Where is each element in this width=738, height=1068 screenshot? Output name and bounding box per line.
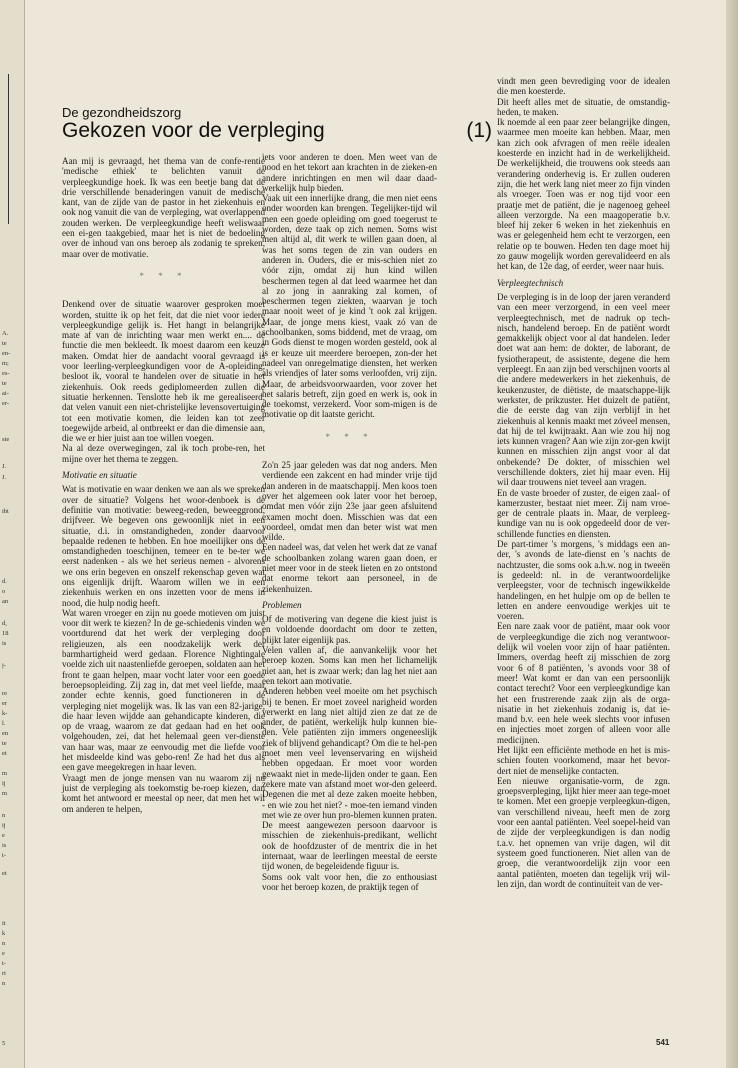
page-binding-edge [726, 0, 738, 1068]
margin-fragment: n [2, 980, 6, 987]
subheading: Motivatie en situatie [62, 470, 137, 481]
margin-fragment: e [2, 832, 5, 839]
margin-fragment: te [2, 340, 7, 347]
text-column-1 [62, 156, 265, 814]
paragraph: iets voor anderen te doen. Men weet van de nood en het tekort aan krachten in de zieken-en andere inrichtingen en men wil daar daad-werkelijk hulp bieden. [262, 152, 437, 193]
margin-fragment: A. [2, 330, 9, 337]
margin-fragment: m [2, 790, 8, 797]
margin-fragment: n [2, 812, 6, 819]
paragraph: Wat is motivatie en waar denken we aan als we spreken over de situatie? Volgens het woor-denboek is de definitie van motivatie: beweeg-reden, beweeggrond, drijfveer. We begeven ons gewoonlijk niet in een situatie, d.i. in omstandigheden, zonder daarvoor bepaalde redenen te hebben. En hoe moeilijker ons de omstandigheden toeschijnen, temeer en te be-ter we eerst nadenken - als we het serieus nemen - alvorens we ons erin begeven en onszelf rekenschap geven wat ons eigenlijk drijft. Waarom willen we in een ziekenhuis werken en ons inzetten voor de mens in nood, die hulp nodig heeft. [62, 484, 265, 608]
paragraph: Of de motivering van degene die kiest juist is en voldoende doordacht om door te zetten, blijkt later eigenlijk pas. [262, 614, 437, 645]
margin-fragment: ij [2, 822, 6, 829]
margin-fragment: ij [2, 780, 6, 787]
article-part-number: (1) [466, 119, 492, 142]
margin-fragment: l. [2, 720, 6, 727]
paragraph: Aan mij is gevraagd, het thema van de confe-rentie 'medische ethiek' te belichten vanuit de verpleegkundige hoek. Ik was een beetje bang dat de drie verschillende benaderingen vanuit de medische kant, van de zijde van de pastor in het ziekenhuis en ook nog vanuit die van de verpleging, wat overlappend zouden werken. De verpleegkundige heeft weliswaar een ei-gen taakgebied, maar het is niet de bedoeling over de inhoud van ons beroep als zodanig te spreken, maar over de motivatie. [62, 156, 265, 259]
margin-fragment: n [2, 940, 6, 947]
paragraph: Vraagt men de jonge mensen van nu waarom zij nu juist de verpleging als toekomstig be-roep kiezen, dan komt het antwoord er meestal op neer, dat men het wil om anderen te helpen, [62, 772, 265, 814]
margin-fragment: ai- [2, 390, 9, 397]
margin-fragment: en- [2, 350, 11, 357]
section-divider: * * * [325, 431, 374, 442]
paragraph: De part-timer 's morgens, 's middags een an-der, 's avonds de late-dienst en 's nachts de nachtzuster, die soms ook a.h.w. nog in tweeën is gedeeld: nl. in de verantwoordelijke verpleegster, voor de technisch ingewikkelde handelingen, en het hulpje om op de bellen te letten en andere eenvoudige werkjes uit te voeren. [497, 539, 670, 622]
paragraph: Velen vallen af, die aanvankelijk voor het beroep kozen. Soms kan men het lichamelijk niet aan, het is zwaar werk; dan lag het niet aan een tekort aan motivatie. [262, 645, 437, 686]
paragraph: Wat waren vroeger en zijn nu goede motieven om juist voor dit werk te kiezen? In de ge-schiedenis vinden we voortdurend dat het werk der verpleging door religieuzen, als een noodzakelijk werk der barmhartigheid werd gedaan. Florence Nightingale voelde zich uit naastenliefde geroepen, soldaten aan het front te gaan helpen, maar vocht later voor een goede beroepsopleiding. Zij zag in, dat met veel liefde, maar zonder echte kennis, goed functioneren in de verpleging niet mogelijk was. Ik las van een 82-jarige, die haar leven wijdde aan gehandicapte kinderen, die op de vraag, waarom ze dat gedaan had en het ook volgehouden, zei, dat het helemaal geen ver-dienste van haar was, maar ze eenvoudig met die liefde voor het misdeelde kind was gebo-ren! Ze had het dus als een gave meegekregen in haar leven. [62, 607, 265, 773]
margin-fragment: o [2, 588, 6, 595]
margin-fragment: k [2, 930, 6, 937]
margin-fragment: an [2, 598, 9, 605]
margin-fragment: ste [2, 436, 10, 443]
margin-fragment: et [2, 750, 7, 757]
paragraph: Vaak uit een innerlijke drang, die men niet eens onder woorden kan brengen. Tegelijker-tijd wil men een goede opleiding om goed toegerust te worden, deze taak op zich nemen. Soms wist men altijd al, dit werk te willen gaan doen, al was het soms tegen de zin van ouders en anderen in. Ouders, die er mis-schien niet zo vóór zijn, omdat zij hun kind willen beschermen tegen al dat leed waarmee het dan al zo jong in aanraking zal komen, of beschermen tegen ziekten, waarvan je toch maar nooit weet of je kind 't ook zal krijgen. Maar, de jonge mens kiest, vaak zó van de schoolbanken, soms biddend, met de vraag, om in Gods dienst te mogen worden gesteld, ook al is er keuze uit meerdere beroepen, zon-der het nadeel van onregelmatige diensten, het werken als vriendjes of later soms verloofden, vrij zijn. Maar, de arbeidsvoorwaarden, voor zover het het salaris betreft, zijn goed en werk is, ook in de toekomst, verzekerd. Voor som-migen is de motivatie op dit laatste gericht. [262, 193, 437, 420]
article-title-text: Gekozen voor de verpleging [62, 119, 325, 142]
text-column-3 [497, 76, 670, 889]
margin-fragment: it [2, 920, 6, 927]
margin-fragment: d. [2, 578, 7, 585]
section-divider: * * * [139, 270, 188, 281]
paragraph: Soms ook valt voor hen, die zo enthousiast voor het beroep kozen, de praktijk tegen of [262, 871, 437, 892]
margin-fragment: es- [2, 370, 10, 377]
paragraph: Een nadeel was, dat velen het werk dat ze vanaf de schoolbanken zolang waren gaan doen, er niet meer voor in de steek lieten en zo ontstond dat enorme tekort aan personeel, in de ziekenhuizen. [262, 542, 437, 594]
margin-fragment: et [2, 870, 7, 877]
margin-fragment: en [2, 730, 9, 737]
margin-fragment: is [2, 842, 7, 849]
margin-fragment: J. [2, 474, 7, 481]
paragraph: vindt men geen bevrediging voor de idealen die men koesterde. [497, 76, 670, 97]
paragraph: Een nieuwe organisatie-vorm, de zgn. groepsverpleging, lijkt hier meer aan tege-moet te komen. Met een groepje verpleegkun-digen, van verschillend niveau, heeft men de zorg voor een aantal patiënten. Veel soepel-heid van de zijde der verpleegkundigen is dan nodig t.a.v. het opnemen van vrije dagen, wil dit systeem goed functioneren. Niet allen van de groep, die verantwoordelijk zijn voor een aantal patiënten, moeten dan tegelijk vrij wil-len zijn, dan wordt de continuïteit van de ver- [497, 775, 670, 889]
margin-fragment: d, [2, 620, 7, 627]
margin-fragment: k- [2, 710, 8, 717]
section-heading: De gezondheidszorg [62, 105, 182, 120]
paragraph: Een nare zaak voor de patiënt, maar ook voor de verpleegkundige die zich nog verantwoor-delijk wil voelen voor zijn of haar patiënten. Immers, overdag heeft zij misschien de zorg voor 6 of 8 patiënten, 's avonds voor 38 of meer! Wat komt er dan van een persoonlijk contact terecht? Voor een verpleegkundige kan het een frustrerende zaak zijn als de orga-nisatie in het ziekenhuis zodanig is, dat ie-mand b.v. een hele week slechts voor infusen en injecties moet zorgen of alleen voor alle medicijnen. [497, 621, 670, 745]
margin-rule [0, 74, 9, 224]
margin-fragment: er- [2, 400, 10, 407]
margin-fragment: ibt [2, 508, 9, 515]
margin-fragment: j- [2, 662, 6, 669]
paragraph: Zo'n 25 jaar geleden was dat nog anders. Men verdiende een zakcent en had minder vrije tijd dan anderen in de maatschappij. Men koos toen over het algemeen ook later voor het beroep, omdat men vóór zijn 23e jaar geen afsluitend examen mocht doen. Misschien was dat een voordeel, omdat men dan beter wist wat men wilde. [262, 460, 437, 543]
margin-fragment: m; [2, 360, 9, 367]
margin-fragment: 5 [2, 1040, 6, 1047]
paragraph: En de vaste broeder of zuster, de eigen zaal- of kamerzuster, bestaat niet meer. Zij nam vroe-ger de centrale plaats in. Maar, de verpleeg-kundige van nu is ook opgedeeld door de ver-schillende functies en diensten. [497, 487, 670, 539]
paragraph: De verpleging is in de loop der jaren veranderd van een meer verzorgend, in een veel meer verpleegtechnisch, met de nadruk op tech-nisch, handelend beroep. En de patiënt wordt gemakkelijk object voor al dat handelen. Ieder doet wat aan hem: de dokter, de laborant, de fysiotherapeut, de assistente, degene die hem verpleegt. En aan zijn bed verschijnen voorts al die andere medewerkers in het ziekenhuis, de keukenzuster, de diëtiste, de maatschappe-lijk werkster, de prikzuster. Het duizelt de patiënt, die de eerste dag van zijn verblijf in het ziekenhuis al kennis maakt met zóveel mensen, dat hij de tel kwijtraakt. Aan wie zou hij nog iets kunnen vragen? Aan wie zijn zor-gen kwijt kunnen en misschien zijn angst voor al dat onbekende? De dokter, of misschien wel verschillende dokters, ziet hij maar even. Hij wil daar trouwens niet teveel aan vragen. [497, 291, 670, 488]
article-title [62, 119, 492, 143]
margin-fragment: te [2, 740, 7, 747]
paragraph: Anderen hebben veel moeite om het psychisch bij te benen. Er moet zoveel narigheid worden verwerkt en lang niet altijd zien ze dat ze de ander, de patiënt, werkelijk hulp kunnen bie-den. Vele patiënten zijn immers ongeneeslijk ziek of blijvend gehandicapt? Om die te hel-pen moet men veel levenservaring en wijsheid hebben opgedaan. Er moet voor worden gewaakt niet in mede-lijden onder te gaan. Een zekere mate van afstand moet wor-den geleerd. Degenen die met al deze zaken moeite hebben, - en wie zou het niet? - moe-ten iemand vinden met wie ze over hun pro-blemen kunnen praten. De meest aangewezen persoon daarvoor is misschien de ziekenhuis-predikant, wellicht ook de hoofdzuster of de mentrix die in het internaat, waar de leerlingen meestal de eerste tijd wonen, de begeleidende figuur is. [262, 686, 437, 872]
margin-fragment: re [2, 690, 8, 697]
margin-fragment: t- [2, 852, 6, 859]
subheading: Problemen [262, 599, 302, 610]
page-number: 541 [656, 1038, 670, 1047]
margin-fragment: m [2, 770, 8, 777]
paragraph: Na al deze overwegingen, zal ik toch probe-ren, het mijne over het thema te zeggen. [62, 443, 265, 464]
margin-fragment: is [2, 640, 7, 647]
margin-fragment: t- [2, 960, 6, 967]
paragraph: Dit heeft alles met de situatie, de omstandig-heden, te maken. [497, 96, 670, 117]
margin-fragment: er [2, 700, 8, 707]
paragraph: Ik noemde al een paar zeer belangrijke dingen, waarmee men moeite kan hebben. Maar, men kan zich ook afvragen of men reële idealen koesterde en inzicht had in de werkelijkheid. De werkelijkheid, die trouwens ook steeds aan verandering onderhevig is. Er zullen ouderen zijn, die het werk lang niet meer zo fijn vinden als vroeger. Toen was er nog tijd voor een praatje met de patiënt, die je nagenoeg geheel alleen verzorgde. Na een maagoperatie b.v. bleef hij zeker 6 weken in het ziekenhuis en was er gelegenheid hem echt te verzorgen, een relatie op te bouwen. Heden ten dage moet hij zo gauw mogelijk worden gerevalideerd en als het kan, de 12e dag, of eerder, weer naar huis. [497, 117, 670, 272]
margin-fragment: e [2, 950, 5, 957]
paragraph: Denkend over de situatie waarover gesproken moet worden, stuitte ik op het feit, dat die niet voor iedere verpleegkundige gelijk is. Het hangt in belangrijke mate af van de inrichting waar men werkt en.... de functie die men bekleedt. Ik moest daarom een keuze maken. Omdat hier de aandacht vooral gevraagd is voor leerling-verpleegkundigen voor de A-opleiding, besloot ik, vooral te handelen over de situatie in het ziekenhuis. Ook reeds gediplomeerden zullen die situatie herkennen. Tenslotte heb ik me gerealiseerd, dat velen vanuit een niet-christelijke levensovertuiging tot een motivatie komen, die leiden kan tot zeer toegewijde arbeid, al ontbreekt er dan die dimensie aan, die we er hier juist aan toe willen voegen. [62, 299, 266, 444]
margin-fragment: J. [2, 463, 7, 470]
previous-page-edge [0, 0, 25, 1068]
margin-fragment: te [2, 380, 7, 387]
paragraph: Het lijkt een efficiënte methode en het is mis-schien fouten voorkomend, maar het bevor-dert niet de menselijke contacten. [497, 745, 670, 776]
subheading: Verpleegtechnisch [497, 277, 564, 288]
margin-fragment: 18 [2, 630, 9, 637]
text-column-2 [262, 152, 437, 892]
margin-fragment: rt [2, 970, 6, 977]
